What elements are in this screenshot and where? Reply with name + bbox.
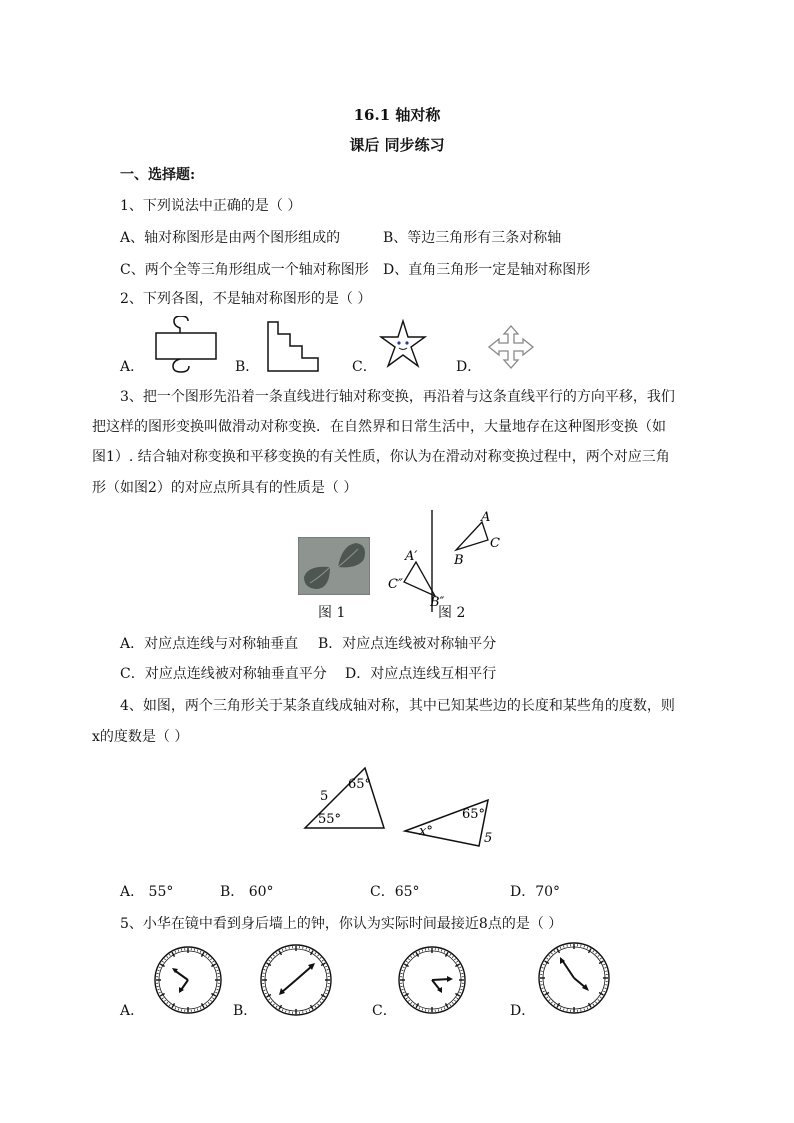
point-A-label: A — [481, 510, 491, 525]
clock-tick — [212, 961, 214, 962]
clock-tick — [593, 1004, 594, 1006]
q2-label-a: A． — [120, 359, 145, 375]
clock-tick — [217, 989, 219, 990]
t1-top-angle-label: 65° — [348, 777, 372, 792]
clock-tick — [413, 1004, 414, 1006]
q4-option-a: A． 55° — [120, 884, 174, 900]
clock-tick — [459, 992, 461, 993]
q5-label-d: D． — [510, 1003, 536, 1019]
clock-tick — [210, 1000, 211, 1001]
clock-tick — [456, 961, 458, 962]
clock-tick — [320, 957, 321, 958]
clock-tick — [441, 1009, 442, 1011]
q4-option-b: B． 60° — [220, 884, 274, 900]
clock-tick — [215, 967, 217, 968]
point-B-label: B — [454, 553, 464, 568]
clock-tick — [264, 969, 266, 970]
q2-figure-a — [150, 316, 222, 374]
clock-tick — [549, 999, 550, 1000]
t2-x-angle-label: x° — [419, 824, 433, 839]
q5-stem: 5、小华在镜中看到身后墙上的钟，你认为实际时间最接近8点的是（ ） — [120, 916, 563, 932]
clock-tick — [325, 966, 327, 967]
clock-tick — [159, 967, 161, 968]
q4-line-2: x的度数是（ ） — [92, 729, 189, 745]
clock-tick — [402, 989, 404, 990]
clock-tick — [208, 956, 209, 957]
clock-tick — [563, 1008, 564, 1010]
q1-option-c: C、两个全等三角形组成一个轴对称图形 — [120, 262, 369, 278]
clock-tick — [326, 990, 328, 991]
clock-tick — [285, 1010, 286, 1012]
q1-option-d: D、直角三角形一定是轴对称图形 — [383, 262, 591, 278]
clock-tick — [309, 1009, 310, 1011]
q4-option-c: C．65° — [370, 884, 420, 900]
clock-tick — [461, 989, 463, 990]
clock-tick — [215, 992, 217, 993]
q5-clock-c — [396, 944, 468, 1016]
q2-figure-b — [262, 320, 328, 374]
clock-tick — [273, 1004, 274, 1005]
clock-tick — [543, 991, 545, 992]
clock-tick — [306, 948, 307, 950]
clock-tick — [593, 950, 594, 952]
clock-tick — [317, 1004, 318, 1005]
clock-tick — [456, 998, 458, 999]
q1-stem: 1、下列说法中正确的是（ ） — [120, 198, 302, 214]
q5-label-a: A． — [120, 1003, 145, 1019]
clock-tick — [595, 953, 596, 954]
clock-tick — [546, 958, 548, 959]
clock-tick — [306, 1010, 307, 1012]
clock-tick — [441, 950, 442, 952]
q2-figure-c — [378, 318, 428, 372]
clock-tick — [178, 1009, 179, 1011]
q3-line-2: 把这样的图形变换叫做滑动对称变换．在自然界和日常生活中，大量地存在这种图形变换（如 — [92, 419, 666, 435]
clock-tick — [162, 998, 164, 999]
clock-tick — [587, 1007, 588, 1009]
clock-tick — [322, 999, 324, 1000]
clock-tick — [563, 946, 564, 948]
clock-tick — [603, 991, 605, 992]
clock-tick — [164, 959, 165, 960]
clock-tick — [600, 997, 602, 998]
clock-tick — [604, 967, 606, 968]
clock-tick — [273, 955, 274, 956]
clock-tick — [282, 1009, 283, 1011]
q3-option-d: D．对应点连线互相平行 — [345, 666, 497, 682]
clock-tick — [271, 1001, 272, 1002]
page-title: 16.1 轴对称 — [353, 106, 441, 124]
clock-tick — [175, 1007, 176, 1009]
clock-tick — [322, 960, 324, 961]
clock-tick — [175, 951, 176, 953]
clock-tick — [454, 959, 455, 960]
clock-tick — [162, 961, 164, 962]
clock-tick — [422, 1009, 423, 1011]
clock-tick — [543, 964, 545, 965]
clock-tick — [422, 950, 423, 952]
clock-tick — [403, 967, 405, 968]
clock-tick — [598, 999, 599, 1000]
clock-tick — [419, 951, 420, 953]
clock-tick — [268, 999, 270, 1000]
clock-tick — [320, 1001, 321, 1002]
q3-figure-2-caption: 图 2 — [438, 605, 466, 621]
clock-tick — [454, 1000, 455, 1001]
clock-tick — [584, 1008, 585, 1010]
clock-tick — [408, 1000, 409, 1001]
clock-tick — [169, 1004, 170, 1006]
clock-tick — [206, 1004, 207, 1006]
clock-tick — [587, 947, 588, 949]
clock-tick — [542, 967, 544, 968]
q4-line-1: 4、如图，两个三角形关于某条直线成轴对称，其中已知某些边的长度和某些角的度数，则 — [120, 698, 675, 714]
clock-tick — [265, 966, 267, 967]
q4-triangles-figure — [298, 758, 498, 848]
q3-option-c: C．对应点连线被对称轴垂直平分 — [120, 666, 327, 682]
clock-tick — [169, 954, 170, 956]
clock-tick — [546, 997, 548, 998]
clock-tick — [452, 1002, 453, 1003]
clock-tick — [178, 950, 179, 952]
clock-tick — [551, 953, 552, 954]
clock-tick — [452, 956, 453, 957]
q3-figure-1-leaves-photo — [298, 537, 370, 595]
clock-tick — [264, 990, 266, 991]
t1-side-label: 5 — [320, 789, 329, 804]
clock-tick — [554, 950, 555, 952]
q5-clock-a — [152, 944, 224, 1016]
q3-line-3: 图1）. 结合轴对称变换和平移变换的有关性质，你认为在滑动对称变换过程中，两个对应三角 — [92, 449, 670, 465]
q3-option-b: B．对应点连线被对称轴平分 — [318, 636, 497, 652]
clock-tick — [197, 1009, 198, 1011]
clock-tick — [315, 1006, 316, 1008]
clock-tick — [604, 988, 606, 989]
clock-tick — [164, 1000, 165, 1001]
q5-clock-b — [258, 942, 334, 1018]
clock-tick — [560, 947, 561, 949]
clock-tick — [411, 1002, 412, 1003]
clock-tick — [158, 970, 160, 971]
q2-figure-d — [486, 324, 536, 370]
clock-tick — [600, 958, 602, 959]
t2-angle-label: 65° — [462, 807, 486, 822]
clock-tick — [208, 1002, 209, 1003]
clock-tick — [325, 993, 327, 994]
clock-tick — [406, 998, 408, 999]
point-A-prime-label: A′ — [405, 549, 418, 564]
point-C-double-prime-label: C″ — [388, 577, 403, 592]
clock-tick — [542, 988, 544, 989]
q3-line-4: 形（如图2）的对应点所具有的性质是（ ） — [92, 480, 358, 496]
clock-tick — [603, 964, 605, 965]
clock-tick — [276, 952, 277, 954]
q2-stem: 2、下列各图，不是轴对称图形的是（ ） — [120, 291, 372, 307]
q2-label-c: C． — [352, 359, 377, 375]
clock-tick — [450, 1004, 451, 1006]
t2-side-label: 5 — [484, 831, 493, 846]
clock-tick — [158, 989, 160, 990]
clock-tick — [406, 961, 408, 962]
clock-tick — [444, 1007, 445, 1009]
section-heading: 一、选择题: — [120, 167, 196, 183]
q3-option-a: A．对应点连线与对称轴垂直 — [120, 636, 299, 652]
point-C-label: C — [490, 536, 500, 551]
q3-figure-1-caption: 图 1 — [318, 605, 346, 621]
q5-label-b: B． — [233, 1003, 258, 1019]
clock-tick — [444, 951, 445, 953]
clock-tick — [402, 970, 404, 971]
clock-tick — [167, 1002, 168, 1003]
q1-option-b: B、等边三角形有三条对称轴 — [383, 230, 562, 246]
clock-tick — [595, 1002, 596, 1003]
clock-tick — [285, 948, 286, 950]
clock-tick — [210, 959, 211, 960]
clock-tick — [551, 1002, 552, 1003]
clock-tick — [197, 950, 198, 952]
clock-tick — [403, 992, 405, 993]
clock-tick — [408, 959, 409, 960]
t1-bottom-angle-label: 55° — [318, 812, 342, 827]
clock-tick — [265, 993, 267, 994]
clock-tick — [282, 949, 283, 951]
clock-tick — [271, 957, 272, 958]
clock-tick — [459, 967, 461, 968]
clock-tick — [598, 955, 599, 956]
clock-tick — [317, 955, 318, 956]
clock-tick — [549, 955, 550, 956]
clock-tick — [200, 951, 201, 953]
clock-tick — [411, 956, 412, 957]
clock-tick — [159, 992, 161, 993]
clock-tick — [276, 1006, 277, 1008]
clock-tick — [584, 946, 585, 948]
q5-label-c: C． — [372, 1003, 397, 1019]
clock-tick — [554, 1004, 555, 1006]
q4-option-d: D．70° — [510, 884, 561, 900]
clock-tick — [200, 1007, 201, 1009]
clock-tick — [461, 970, 463, 971]
q3-line-1: 3、把一个图形先沿着一条直线进行轴对称变换，再沿着与这条直线平行的方向平移，我们 — [120, 389, 675, 405]
clock-tick — [560, 1007, 561, 1009]
q5-clock-d — [536, 940, 612, 1016]
q2-label-d: D． — [456, 359, 482, 375]
clock-tick — [315, 952, 316, 954]
clock-tick — [413, 954, 414, 956]
q1-option-a: A、轴对称图形是由两个图形组成的 — [120, 230, 341, 246]
clock-tick — [450, 954, 451, 956]
clock-tick — [326, 969, 328, 970]
q2-label-b: B． — [235, 359, 260, 375]
clock-tick — [268, 960, 270, 961]
clock-tick — [167, 956, 168, 957]
clock-tick — [212, 998, 214, 999]
point-B-double-prime-label: B″ — [430, 595, 445, 610]
clock-tick — [217, 970, 219, 971]
q3-figure-2-glide-reflection — [380, 510, 510, 614]
clock-tick — [206, 954, 207, 956]
clock-tick — [309, 949, 310, 951]
page-subtitle: 课后 同步练习 — [349, 136, 445, 154]
clock-tick — [419, 1007, 420, 1009]
